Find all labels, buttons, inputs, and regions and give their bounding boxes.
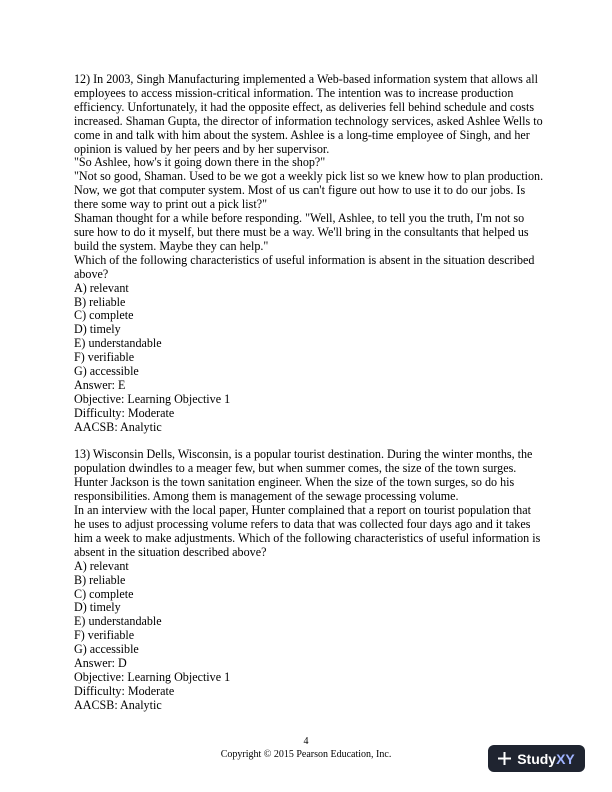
text-line: G) accessible	[74, 364, 139, 379]
text-line: increased. Shaman Gupta, the director of information technology services, asked Ashlee Wells to	[74, 113, 543, 128]
text-line: E) understandable	[74, 336, 162, 351]
studyxy-badge[interactable]	[488, 745, 585, 772]
text-line: A) relevant	[74, 280, 129, 295]
text-line: above?	[74, 266, 109, 281]
text-line: "Not so good, Shaman. Used to be we got a weekly pick list so we knew how to plan production.	[74, 169, 544, 184]
text-line: Objective: Learning Objective 1	[74, 669, 231, 684]
text-line: he uses to adjust processing volume refers to data that was collected four days ago and it takes	[74, 516, 531, 531]
text-line: 13) Wisconsin Dells, Wisconsin, is a popular tourist destination. During the winter months, the	[74, 447, 533, 462]
text-line: there some way to print out a pick list?"	[74, 197, 268, 212]
text-line: C) complete	[74, 308, 134, 323]
question-13	[74, 448, 540, 712]
text-line: F) verifiable	[74, 628, 135, 643]
text-line: G) accessible	[74, 642, 139, 657]
text-line: Shaman thought for a while before responding. "Well, Ashlee, to tell you the truth, I'm not so	[74, 211, 525, 226]
text-line: absent in the situation described above?	[74, 544, 267, 559]
copyright-notice: Copyright © 2015 Pearson Education, Inc.	[220, 749, 392, 760]
text-line: 12) In 2003, Singh Manufacturing implemented a Web-based information system that allows all	[74, 72, 538, 86]
text-line: employees to access mission-critical information. The intention was to increase production	[74, 85, 514, 100]
text-line: Now, we got that computer system. Most of us can't figure out how to use it to do our jobs. Is	[74, 183, 526, 198]
text-line: Which of the following characteristics of useful information is absent in the situation described	[74, 252, 535, 267]
document-body	[74, 72, 544, 727]
plus-icon	[498, 752, 511, 765]
text-line: opinion is valued by her peers and by her supervisor.	[74, 141, 330, 156]
text-line: responsibilities. Among them is management of the sewage processing volume.	[74, 489, 459, 504]
text-line: B) reliable	[74, 294, 126, 309]
text-line: C) complete	[74, 586, 134, 601]
text-line: In an interview with the local paper, Hunter complained that a report on tourist population that	[74, 503, 531, 518]
text-line: A) relevant	[74, 558, 129, 573]
text-line: come in and talk with him about the system. Ashlee is a long-time employee of Singh, and her	[74, 127, 530, 142]
text-line: F) verifiable	[74, 350, 135, 365]
text-line: Answer: E	[74, 377, 126, 392]
text-line: AACSB: Analytic	[74, 697, 162, 712]
text-line: AACSB: Analytic	[74, 419, 162, 434]
text-line: "So Ashlee, how's it going down there in the shop?"	[74, 155, 326, 170]
question-12	[74, 72, 544, 435]
page-number: 4	[303, 736, 309, 747]
text-line: Difficulty: Moderate	[74, 405, 175, 420]
text-line: build the system. Maybe they can help."	[74, 238, 269, 253]
text-line: sure how to do it myself, but there must be a way. We'll bring in the consultants that helped us	[74, 224, 529, 239]
text-line: population dwindles to a meager few, but when summer comes, the size of the town surges.	[74, 461, 517, 476]
text-line: Difficulty: Moderate	[74, 683, 175, 698]
text-line: efficiency. Unfortunately, it had the opposite effect, as deliveries fell behind schedule and costs	[74, 99, 535, 114]
text-line: E) understandable	[74, 614, 162, 629]
text-line: Answer: D	[74, 656, 127, 671]
text-line: B) reliable	[74, 572, 126, 587]
text-line: Hunter Jackson is the town sanitation engineer. When the size of the town surges, so do his	[74, 475, 515, 490]
text-line: D) timely	[74, 322, 121, 337]
badge-text-main: Study	[517, 750, 557, 767]
text-line: him a week to make adjustments. Which of the following characteristics of useful information is	[74, 530, 541, 545]
text-line: D) timely	[74, 600, 121, 615]
text-line: Objective: Learning Objective 1	[74, 391, 231, 406]
badge-text-accent: XY	[556, 750, 575, 767]
